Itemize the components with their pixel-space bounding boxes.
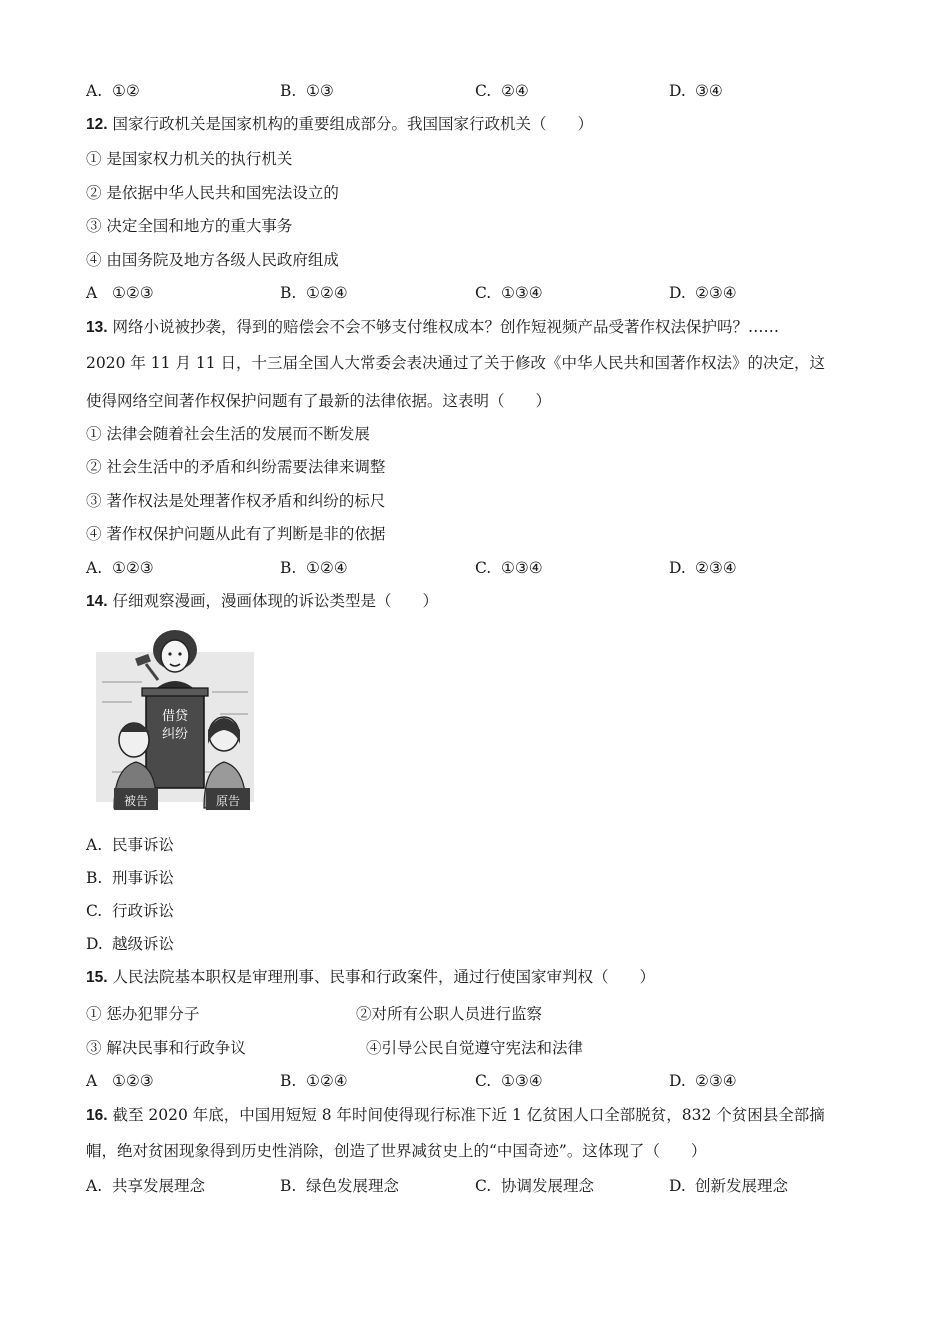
q15-statement-1: ① 惩办犯罪分子 xyxy=(86,1005,200,1023)
q11-options xyxy=(86,81,886,101)
q14-option-a[interactable]: A. 民事诉讼 xyxy=(86,836,175,854)
q13-statement-4: ④ 著作权保护问题从此有了判断是非的依据 xyxy=(86,525,386,543)
q15-statement-3: ③ 解决民事和行政争议 xyxy=(86,1039,246,1057)
q13-statement-2: ② 社会生活中的矛盾和纠纷需要法律来调整 xyxy=(86,458,386,476)
q12-statement-4: ④ 由国务院及地方各级人民政府组成 xyxy=(86,251,339,269)
q12-statement-1: ① 是国家权力机关的执行机关 xyxy=(86,150,293,168)
q15-statement-2: ②对所有公职人员进行监察 xyxy=(356,1005,543,1023)
q12-option-a[interactable]: A ①②③ xyxy=(86,284,154,302)
q13-option-a[interactable]: A. ①②③ xyxy=(86,559,154,577)
q14-stem: 14. 仔细观察漫画，漫画体现的诉讼类型是（ ） xyxy=(86,592,439,610)
q14-option-b[interactable]: B. 刑事诉讼 xyxy=(86,869,175,887)
q12-options xyxy=(86,283,886,303)
q12-option-b[interactable]: B. ①②④ xyxy=(280,284,348,302)
q16-option-b[interactable]: B. 绿色发展理念 xyxy=(280,1177,400,1195)
q13-stem-line-1: 13. 网络小说被抄袭，得到的赔偿会不会不够支付维权成本？创作短视频产品受著作权法保护吗？…… xyxy=(86,318,780,336)
q13-statement-3: ③ 著作权法是处理著作权矛盾和纠纷的标尺 xyxy=(86,492,386,510)
q15-option-d[interactable]: D. ②③④ xyxy=(669,1072,737,1090)
q16-option-c[interactable]: C. 协调发展理念 xyxy=(475,1177,595,1195)
q13-option-b[interactable]: B. ①②④ xyxy=(280,559,348,577)
plaintiff-label: 原告 xyxy=(215,794,241,808)
q15-option-c[interactable]: C. ①③④ xyxy=(475,1072,543,1090)
q15-option-a[interactable]: A ①②③ xyxy=(86,1072,154,1090)
q13-stem-line-2: 2020 年 11 月 11 日，十三届全国人大常委会表决通过了关于修改《中华人民共和国著作权法》的决定，这 xyxy=(86,354,826,372)
q11-option-a[interactable]: A. ①② xyxy=(86,82,140,100)
q15-statement-4: ④引导公民自觉遵守宪法和法律 xyxy=(366,1039,584,1057)
defendant-label: 被告 xyxy=(123,794,149,808)
q13-option-c[interactable]: C. ①③④ xyxy=(475,559,543,577)
q15-option-b[interactable]: B. ①②④ xyxy=(280,1072,348,1090)
q13-options xyxy=(86,558,886,578)
q12-option-d[interactable]: D. ②③④ xyxy=(669,284,737,302)
q14-option-c[interactable]: C. 行政诉讼 xyxy=(86,902,175,920)
q13-statement-1: ① 法律会随着社会生活的发展而不断发展 xyxy=(86,425,370,443)
q16-stem-line-1: 16. 截至 2020 年底，中国用短短 8 年时间使得现行标准下近 1 亿贫困人口全部脱贫，832 个贫困县全部摘 xyxy=(86,1106,825,1124)
q11-option-b[interactable]: B. ①③ xyxy=(280,82,334,100)
q16-option-d[interactable]: D. 创新发展理念 xyxy=(669,1177,789,1195)
bench-label-2: 纠纷 xyxy=(161,727,189,742)
q13-option-d[interactable]: D. ②③④ xyxy=(669,559,737,577)
q15-options xyxy=(86,1071,886,1091)
q15-stem: 15. 人民法院基本职权是审理刑事、民事和行政案件，通过行使国家审判权（ ） xyxy=(86,968,656,986)
q16-stem-line-2: 帽，绝对贫困现象得到历史性消除，创造了世界减贫史上的“中国奇迹”。这体现了（ ） xyxy=(86,1142,707,1160)
q16-options xyxy=(86,1176,886,1196)
courtroom-cartoon xyxy=(92,622,258,812)
q12-statement-2: ② 是依据中华人民共和国宪法设立的 xyxy=(86,184,339,202)
q12-statement-3: ③ 决定全国和地方的重大事务 xyxy=(86,217,293,235)
q11-option-d[interactable]: D. ③④ xyxy=(669,82,723,100)
q12-option-c[interactable]: C. ①③④ xyxy=(475,284,543,302)
q14-option-d[interactable]: D. 越级诉讼 xyxy=(86,935,175,953)
q11-option-c[interactable]: C. ②④ xyxy=(475,82,529,100)
q16-option-a[interactable]: A. 共享发展理念 xyxy=(86,1177,206,1195)
q13-stem-line-3: 使得网络空间著作权保护问题有了最新的法律依据。这表明（ ） xyxy=(86,392,552,410)
q12-stem: 12. 国家行政机关是国家机构的重要组成部分。我国国家行政机关（ ） xyxy=(86,115,594,133)
bench-label-1: 借贷 xyxy=(161,709,189,724)
